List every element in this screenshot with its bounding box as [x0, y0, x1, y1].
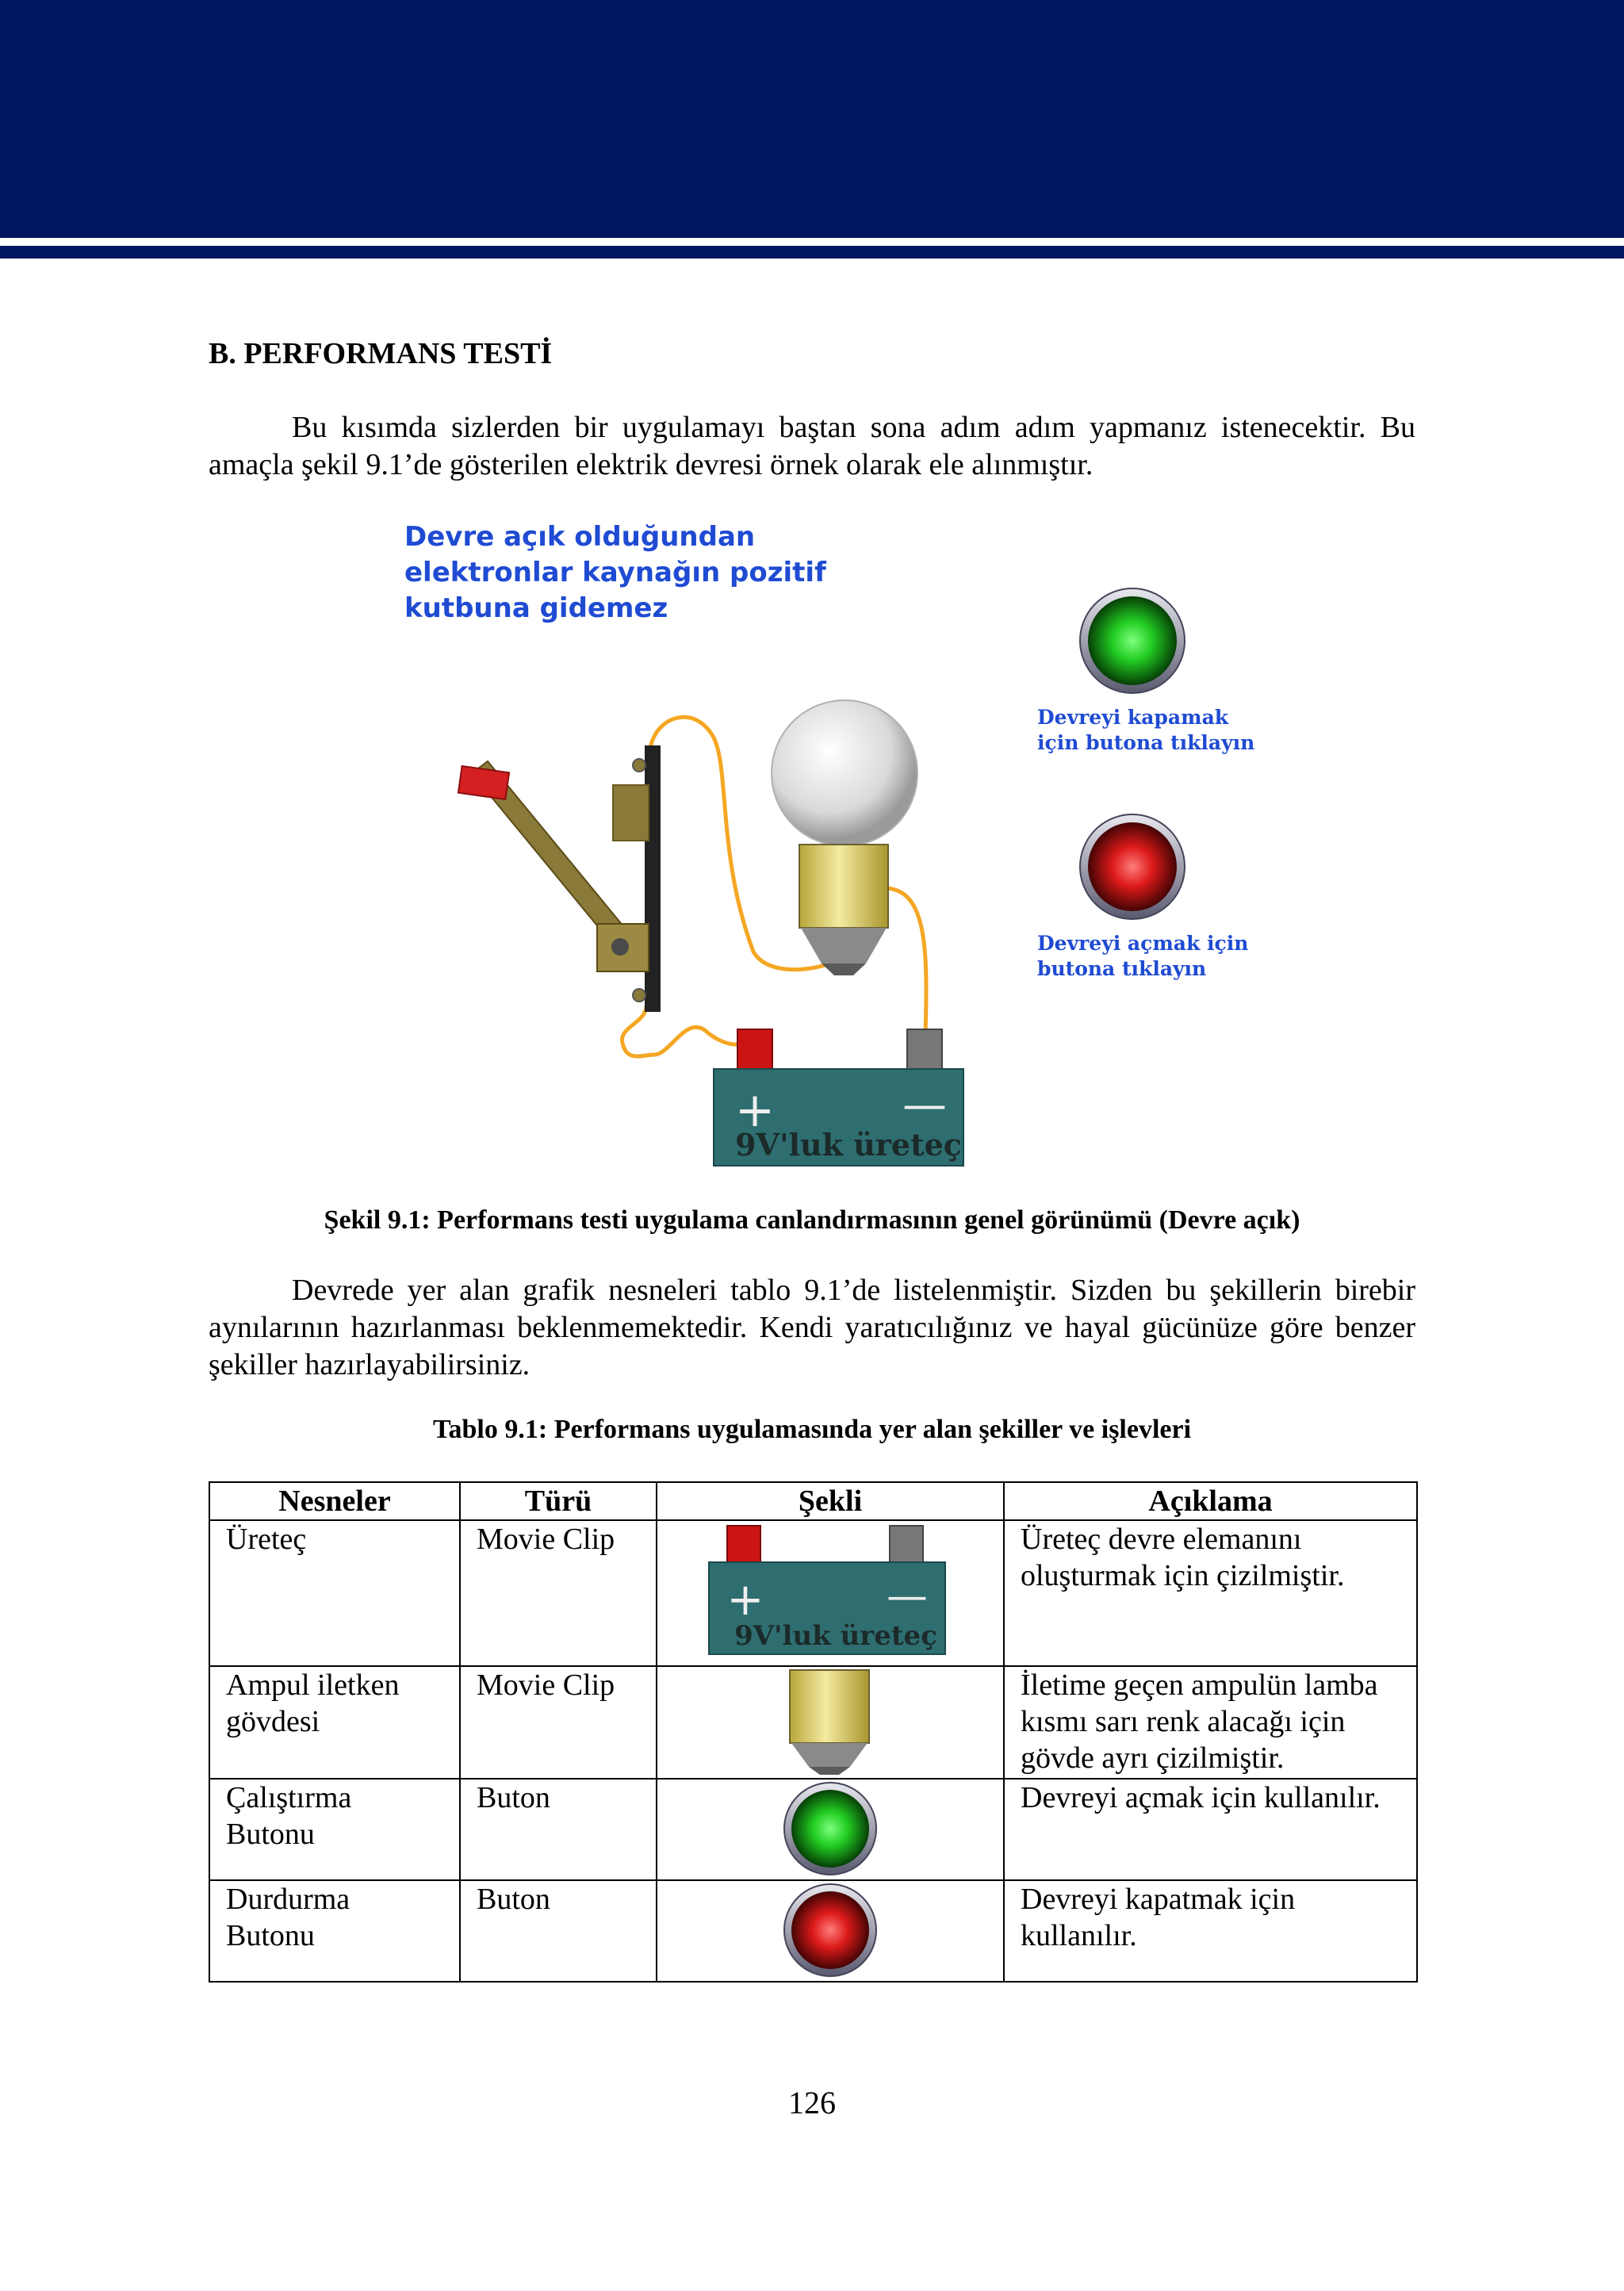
description-cell: Devreyi açmak için kullanılır. — [1004, 1779, 1417, 1880]
battery-shape — [707, 1521, 953, 1661]
object-name-cell: Çalıştırma Butonu — [209, 1779, 460, 1880]
table-row — [209, 1520, 1417, 1666]
circuit-note-line: kutbuna gidemez — [404, 592, 668, 624]
shapes-table — [209, 1481, 1418, 1983]
body-paragraph: Devrede yer alan grafik nesneleri tablo 9.1’de listelenmiştir. Sizden bu şekillerin birebir aynılarının hazırlanması beklenmemektedir. Kendi yaratıcılığınız ve hayal gücünüze göre benzer şekiller hazırlayabilirsiniz. — [209, 1274, 1415, 1381]
red-button-shape — [781, 1881, 879, 1979]
figure-caption: Şekil 9.1: Performans testi uygulama canlandırmasının genel görünümü (Devre açık) — [324, 1205, 1300, 1235]
header-band — [0, 0, 1624, 238]
type-cell: Buton — [460, 1779, 657, 1880]
shape-cell — [657, 1779, 1004, 1880]
circuit-note-line: Devre açık olduğundan — [404, 521, 756, 553]
table-row — [209, 1880, 1417, 1982]
battery-label: 9V'luk üreteç — [735, 1127, 962, 1163]
type-cell: Movie Clip — [460, 1666, 657, 1779]
circuit-note — [404, 521, 827, 624]
close-button-hint: Devreyi kapamak — [1037, 706, 1229, 729]
battery-minus-sign: — — [902, 1079, 947, 1131]
open-button-hint: Devreyi açmak için — [1037, 932, 1249, 955]
battery-plus-sign: + — [734, 1082, 776, 1138]
page-number: 126 — [788, 2085, 836, 2121]
type-cell: Buton — [460, 1880, 657, 1982]
close-button-hint: için butona tıklayın — [1037, 731, 1255, 754]
column-header: Şekli — [657, 1482, 1004, 1520]
table-header-row — [209, 1482, 1417, 1520]
intro-paragraph: Bu kısımda sizlerden bir uygulamayı baştan sona adım adım yapmanız istenecektir. Bu amaçla şekil 9.1’de gösterilen elektrik devresi örnek olarak ele alınmıştır. — [209, 411, 1415, 481]
column-header: Açıklama — [1004, 1482, 1417, 1520]
battery-plus-sign: + — [726, 1574, 764, 1626]
description-cell: Devreyi kapatmak için kullanılır. — [1004, 1880, 1417, 1982]
description-cell: Üreteç devre elemanını oluşturmak için çizilmiştir. — [1004, 1520, 1417, 1666]
circuit-figure — [381, 508, 1269, 1182]
column-header: Türü — [460, 1482, 657, 1520]
open-button-hint: butona tıklayın — [1037, 957, 1207, 980]
column-header: Nesneler — [209, 1482, 460, 1520]
close-circuit-button[interactable] — [1080, 588, 1185, 693]
battery-minus-sign: — — [887, 1573, 928, 1620]
table-row — [209, 1666, 1417, 1779]
description-cell: İletime geçen ampulün lamba kısmı sarı renk alacağı için gövde ayrı çizilmiştir. — [1004, 1666, 1417, 1779]
object-name-cell: Üreteç — [209, 1520, 460, 1666]
table-caption: Tablo 9.1: Performans uygulamasında yer alan şekiller ve işlevleri — [432, 1415, 1192, 1444]
light-bulb — [772, 700, 917, 975]
object-name-cell: Ampul iletken gövdesi — [209, 1666, 460, 1779]
section-title: B. PERFORMANS TESTİ — [209, 337, 553, 370]
shape-cell — [657, 1880, 1004, 1982]
battery-label: 9V'luk üreteç — [734, 1620, 937, 1652]
table-row — [209, 1779, 1417, 1880]
open-circuit-button[interactable] — [1080, 814, 1185, 919]
circuit-note-line: elektronlar kaynağın pozitif — [404, 557, 826, 588]
knife-switch — [458, 745, 661, 1012]
object-name-cell: Durdurma Butonu — [209, 1880, 460, 1982]
battery — [714, 1029, 963, 1166]
bulb-base-shape — [787, 1667, 874, 1776]
header-rule — [0, 246, 1624, 259]
shape-cell — [657, 1520, 1004, 1666]
type-cell: Movie Clip — [460, 1520, 657, 1666]
shape-cell — [657, 1666, 1004, 1779]
green-button-shape — [781, 1780, 879, 1878]
